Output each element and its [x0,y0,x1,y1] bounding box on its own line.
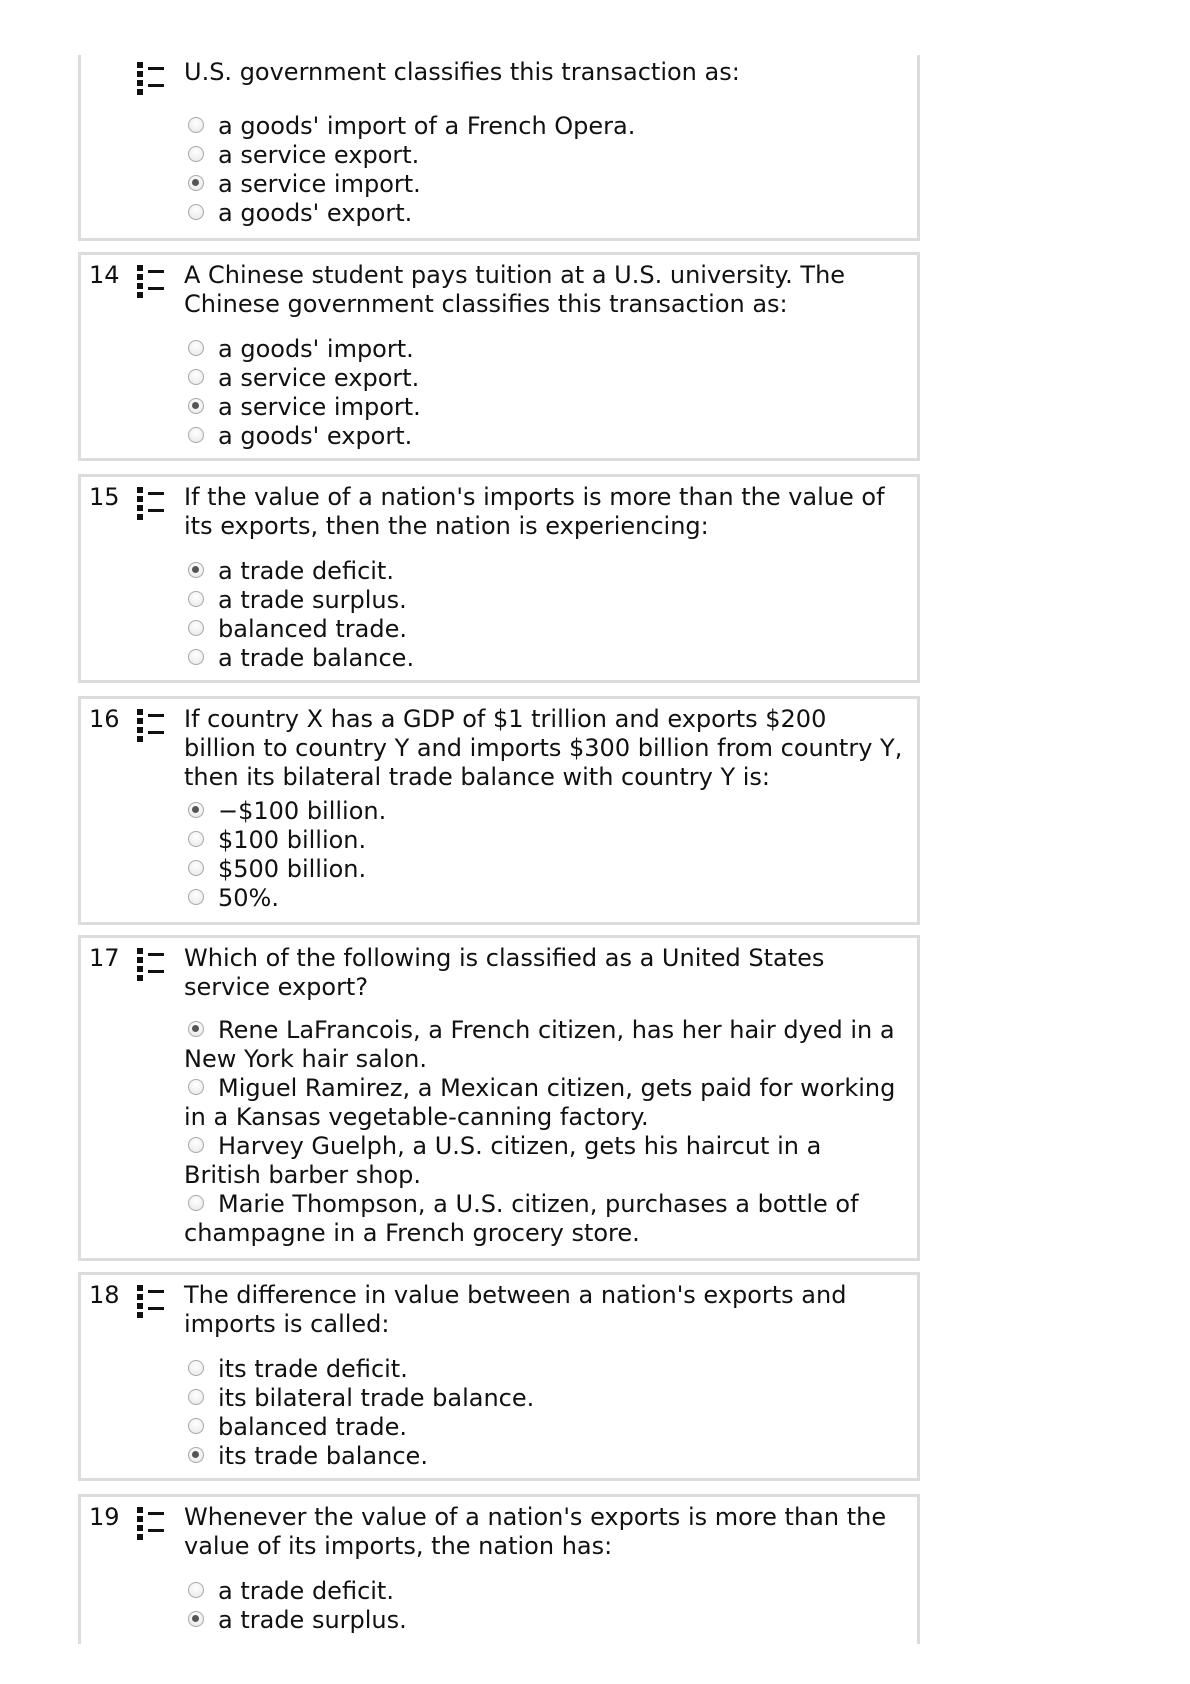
question-number: 19 [89,1503,120,1531]
option-item[interactable] [184,1413,905,1442]
question-number: 14 [89,261,120,289]
option-item[interactable] [184,1016,905,1074]
option-label: a goods' export. [218,422,413,450]
option-label: its trade balance. [218,1442,428,1470]
option-label: a trade deficit. [218,557,394,585]
option-label: its trade deficit. [218,1355,408,1383]
question-number: 18 [89,1281,120,1309]
option-label: Rene LaFrancois, a French citizen, has her hair dyed in a New York hair salon. [184,1016,895,1073]
option-label: a trade surplus. [218,586,407,614]
question-text: The difference in value between a nation's exports and imports is called: [184,1281,847,1338]
option-item[interactable] [184,884,905,913]
radio-button[interactable] [188,1137,204,1153]
option-label: a service import. [218,393,421,421]
options-list [184,1016,905,1248]
question-text: If country X has a GDP of $1 trillion and exports $200 billion to country Y and imports $300 billion from country Y, then its bilateral trade balance with country Y is: [184,705,903,791]
radio-button-selected[interactable] [188,1021,204,1037]
option-item[interactable] [184,1190,905,1248]
question-number: 15 [89,483,120,511]
radio-button-selected[interactable] [188,1447,204,1463]
options-list [184,112,905,228]
radio-button[interactable] [188,649,204,665]
question-number: 16 [89,705,120,733]
option-label: its bilateral trade balance. [218,1384,535,1412]
option-label: a goods' import of a French Opera. [218,112,636,140]
radio-button[interactable] [188,204,204,220]
option-item[interactable] [184,586,905,615]
option-label: a trade surplus. [218,1606,407,1634]
radio-button[interactable] [188,1389,204,1405]
option-item[interactable] [184,141,905,170]
radio-button[interactable] [188,340,204,356]
option-label: $100 billion. [218,826,367,854]
radio-button-selected[interactable] [188,562,204,578]
option-label: Miguel Ramirez, a Mexican citizen, gets paid for working in a Kansas vegetable-canning factory. [184,1074,896,1131]
question-text: Which of the following is classified as a United States service export? [184,944,825,1001]
option-label: 50%. [218,884,279,912]
radio-button[interactable] [188,1418,204,1434]
radio-button[interactable] [188,1360,204,1376]
list-icon[interactable] [135,947,171,983]
option-label: balanced trade. [218,1413,407,1441]
option-label: a goods' export. [218,199,413,227]
question-card [78,55,920,241]
option-item[interactable] [184,199,905,228]
radio-button[interactable] [188,889,204,905]
options-list [184,557,905,673]
option-item[interactable] [184,1384,905,1413]
option-item[interactable] [184,1074,905,1132]
radio-button[interactable] [188,1195,204,1211]
option-label: balanced trade. [218,615,407,643]
list-icon[interactable] [135,1506,171,1542]
list-icon[interactable] [135,708,171,744]
radio-button[interactable] [188,146,204,162]
option-label: −$100 billion. [218,797,387,825]
radio-button-selected[interactable] [188,175,204,191]
option-label: a trade deficit. [218,1577,394,1605]
question-card [78,1272,920,1481]
option-item[interactable] [184,797,905,826]
options-list [184,1577,905,1635]
option-label: a service export. [218,364,420,392]
options-list [184,1355,905,1471]
question-card [78,474,920,683]
option-item[interactable] [184,335,905,364]
option-label: Marie Thompson, a U.S. citizen, purchases a bottle of champagne in a French grocery store. [184,1190,859,1247]
question-text: Whenever the value of a nation's exports is more than the value of its imports, the nation has: [184,1503,887,1560]
radio-button-selected[interactable] [188,1611,204,1627]
options-list [184,335,905,451]
list-icon[interactable] [135,264,171,300]
list-icon[interactable] [135,1284,171,1320]
question-card [78,1494,920,1644]
option-item[interactable] [184,1442,905,1471]
option-item[interactable] [184,1606,905,1635]
radio-button[interactable] [188,1582,204,1598]
radio-button[interactable] [188,591,204,607]
option-label: Harvey Guelph, a U.S. citizen, gets his haircut in a British barber shop. [184,1132,822,1189]
option-item[interactable] [184,615,905,644]
radio-button[interactable] [188,1079,204,1095]
option-item[interactable] [184,1132,905,1190]
option-label: a service export. [218,141,420,169]
radio-button[interactable] [188,117,204,133]
list-icon[interactable] [135,61,171,97]
option-label: $500 billion. [218,855,367,883]
radio-button-selected[interactable] [188,398,204,414]
option-item[interactable] [184,855,905,884]
option-item[interactable] [184,393,905,422]
option-item[interactable] [184,1355,905,1384]
question-text: A Chinese student pays tuition at a U.S. university. The Chinese government classifies this transaction as: [184,261,846,318]
radio-button[interactable] [188,620,204,636]
radio-button[interactable] [188,860,204,876]
question-text: If the value of a nation's imports is more than the value of its exports, then the nation is experiencing: [184,483,885,540]
question-card [78,696,920,925]
radio-button[interactable] [188,369,204,385]
radio-button[interactable] [188,427,204,443]
question-number: 17 [89,944,120,972]
option-item[interactable] [184,826,905,855]
option-item[interactable] [184,1577,905,1606]
list-icon[interactable] [135,486,171,522]
option-item[interactable] [184,364,905,393]
options-list [184,797,905,913]
option-label: a goods' import. [218,335,414,363]
question-card [78,252,920,461]
option-item[interactable] [184,170,905,199]
radio-button-selected[interactable] [188,802,204,818]
option-item[interactable] [184,557,905,586]
question-card [78,935,920,1261]
option-item[interactable] [184,112,905,141]
option-label: a trade balance. [218,644,415,672]
question-text: U.S. government classifies this transaction as: [184,58,740,86]
option-item[interactable] [184,422,905,451]
radio-button[interactable] [188,831,204,847]
option-label: a service import. [218,170,421,198]
option-item[interactable] [184,644,905,673]
